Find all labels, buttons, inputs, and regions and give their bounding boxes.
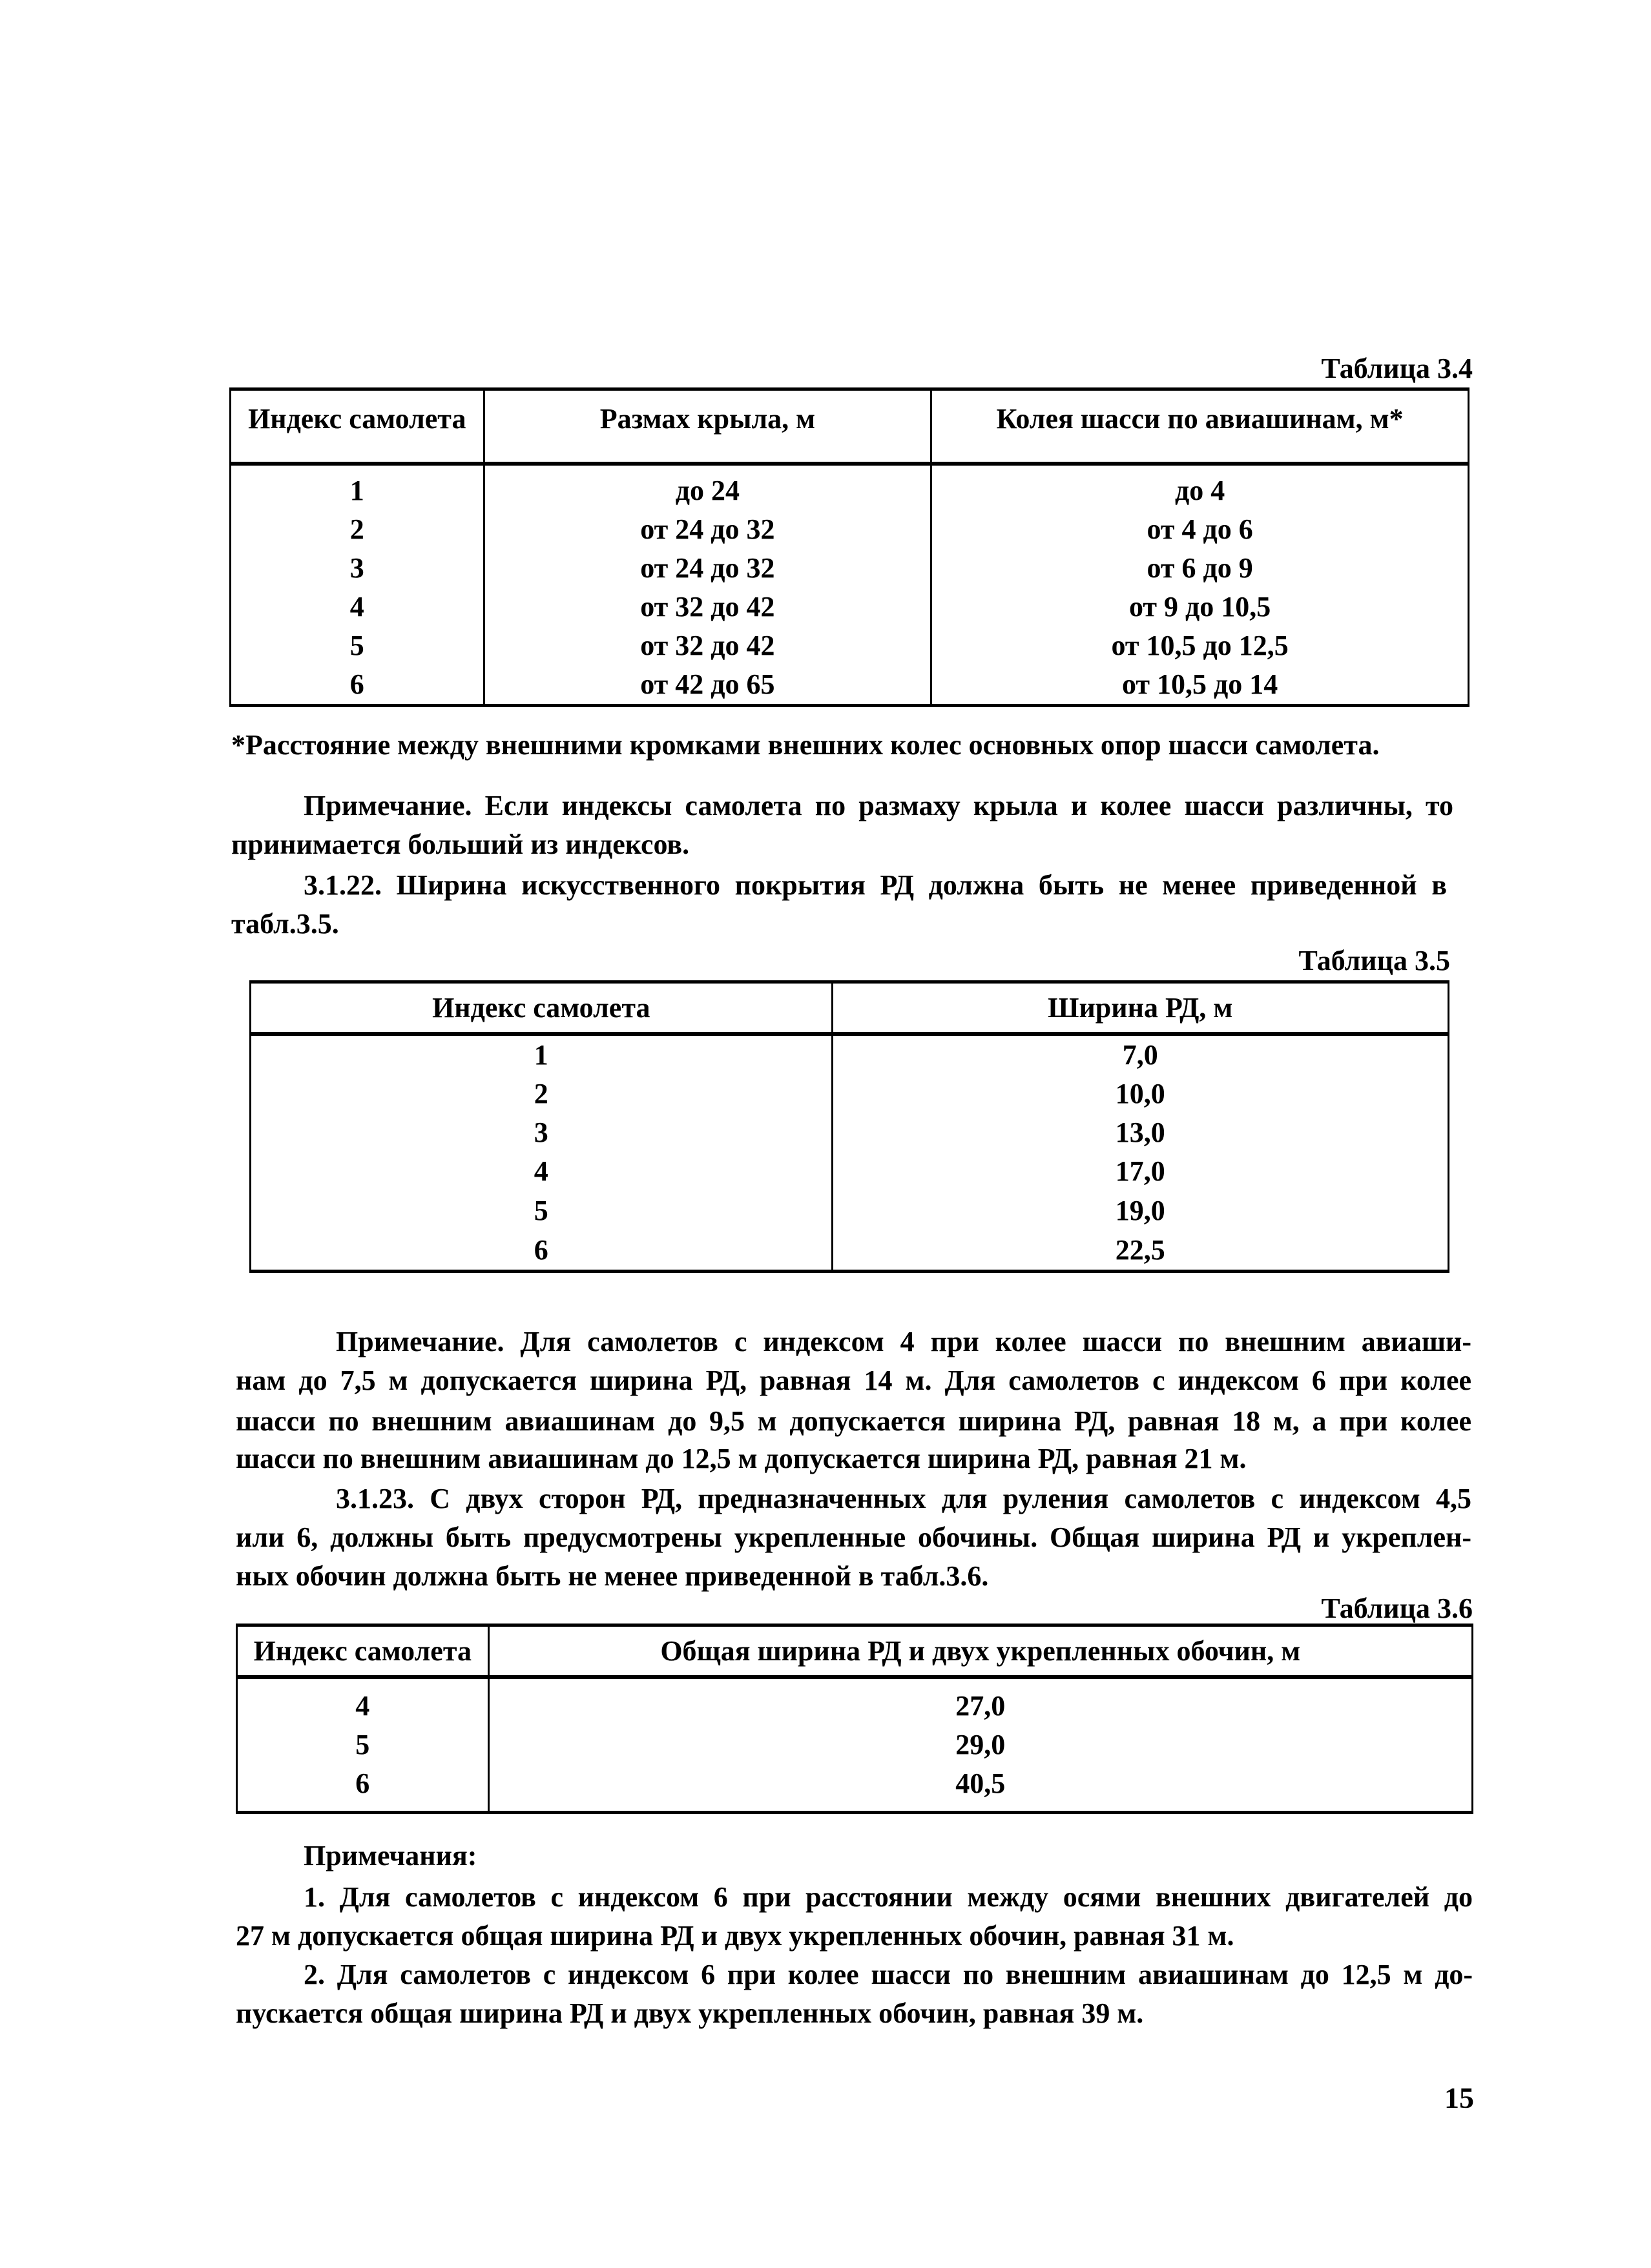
table-3-4-header-track: Колея шасси по авиашинам, м* — [931, 389, 1469, 464]
notes-heading: Примечания: — [304, 1840, 477, 1871]
table-row — [231, 464, 1469, 510]
table-row — [251, 1152, 1449, 1191]
cell-total-width: 29,0 — [488, 1726, 1472, 1764]
table-row — [251, 1075, 1449, 1113]
table-row — [231, 665, 1469, 706]
para-3-1-23-line-1: 3.1.23. С двух сторон РД, предназначенных для руления самолетов с индексом 4,5 — [336, 1483, 1471, 1514]
cell-index: 2 — [231, 510, 484, 549]
table-row — [237, 1677, 1473, 1726]
notes-item-2-line-1: 2. Для самолетов с индексом 6 при колее шасси по внешним авиашинам до 12,5 м до- — [304, 1959, 1473, 1990]
table-3-6 — [236, 1624, 1473, 1814]
table-row — [251, 1191, 1449, 1231]
table-3-5-header-index: Индекс самолета — [251, 982, 833, 1034]
cell-wingspan: от 24 до 32 — [484, 549, 931, 588]
note-1-label: Примечание. — [304, 790, 472, 821]
table-row — [231, 626, 1469, 665]
cell-index: 2 — [251, 1075, 833, 1113]
cell-index: 5 — [251, 1191, 833, 1231]
table-3-4-header-index: Индекс самолета — [231, 389, 484, 464]
cell-width: 13,0 — [832, 1113, 1448, 1152]
cell-index: 3 — [231, 549, 484, 588]
cell-wingspan: от 32 до 42 — [484, 626, 931, 665]
cell-width: 7,0 — [832, 1034, 1448, 1075]
cell-index: 1 — [251, 1034, 833, 1075]
cell-wingspan: от 24 до 32 — [484, 510, 931, 549]
para-3-1-22-line-1: 3.1.22. Ширина искусственного покрытия РД должна быть не менее приведенной в — [304, 869, 1447, 901]
cell-index: 5 — [237, 1726, 489, 1764]
table-3-5-caption: Таблица 3.5 — [1298, 945, 1450, 976]
cell-track: до 4 — [931, 464, 1469, 510]
table-3-4-caption: Таблица 3.4 — [1321, 353, 1473, 384]
notes-item-2-line-2: пускается общая ширина РД и двух укрепленных обочин, равная 39 м. — [236, 1997, 1144, 2029]
cell-total-width: 27,0 — [488, 1677, 1472, 1726]
cell-index: 4 — [231, 588, 484, 626]
table-3-5-header-width: Ширина РД, м — [832, 982, 1448, 1034]
note-1-line-1 — [304, 789, 1453, 823]
note-1-line-2: принимается больший из индексов. — [231, 829, 690, 860]
cell-index: 6 — [231, 665, 484, 706]
table-row — [231, 510, 1469, 549]
cell-width: 17,0 — [832, 1152, 1448, 1191]
cell-track: от 4 до 6 — [931, 510, 1469, 549]
note-2-line-3: шасси по внешним авиашинам до 9,5 м допускается ширина РД, равная 18 м, а при колее — [236, 1405, 1471, 1437]
table-3-6-header-total-width: Общая ширина РД и двух укрепленных обочин, м — [488, 1625, 1472, 1677]
table-3-4-footnote: *Расстояние между внешними кромками внешних колес основных опор шасси самолета. — [231, 729, 1380, 761]
cell-width: 10,0 — [832, 1075, 1448, 1113]
note-2-line-4: шасси по внешним авиашинам до 12,5 м допускается ширина РД, равная 21 м. — [236, 1443, 1247, 1474]
table-3-4-header-wingspan: Размах крыла, м — [484, 389, 931, 464]
note-2-label: Примечание. — [336, 1326, 504, 1357]
note-2-text: Для самолетов с индексом 4 при колее шасси по внешним авиаши- — [504, 1326, 1471, 1357]
note-2-line-1 — [336, 1325, 1471, 1359]
table-row — [251, 1034, 1449, 1075]
cell-track: от 9 до 10,5 — [931, 588, 1469, 626]
cell-index: 5 — [231, 626, 484, 665]
cell-width: 19,0 — [832, 1191, 1448, 1231]
para-3-1-23-line-2: или 6, должны быть предусмотрены укрепленные обочины. Общая ширина РД и укреплен- — [236, 1521, 1471, 1553]
notes-item-1-line-2: 27 м допускается общая ширина РД и двух укрепленных обочин, равная 31 м. — [236, 1920, 1234, 1952]
cell-index: 6 — [251, 1231, 833, 1272]
table-row — [251, 1231, 1449, 1272]
cell-total-width: 40,5 — [488, 1764, 1472, 1813]
cell-wingspan: от 42 до 65 — [484, 665, 931, 706]
cell-index: 4 — [251, 1152, 833, 1191]
table-row — [231, 588, 1469, 626]
table-row — [251, 1113, 1449, 1152]
cell-index: 1 — [231, 464, 484, 510]
page-number: 15 — [1444, 2081, 1474, 2114]
cell-track: от 10,5 до 12,5 — [931, 626, 1469, 665]
table-3-5 — [249, 980, 1449, 1273]
cell-index: 3 — [251, 1113, 833, 1152]
cell-track: от 10,5 до 14 — [931, 665, 1469, 706]
cell-track: от 6 до 9 — [931, 549, 1469, 588]
cell-wingspan: от 32 до 42 — [484, 588, 931, 626]
cell-wingspan: до 24 — [484, 464, 931, 510]
notes-item-1-line-1: 1. Для самолетов с индексом 6 при расстоянии между осями внешних двигателей до — [304, 1881, 1473, 1913]
table-3-4 — [229, 387, 1469, 707]
cell-index: 4 — [237, 1677, 489, 1726]
note-2-line-2: нам до 7,5 м допускается ширина РД, равная 14 м. Для самолетов с индексом 6 при колее — [236, 1365, 1471, 1396]
para-3-1-23-line-3: ных обочин должна быть не менее приведенной в табл.3.6. — [236, 1560, 989, 1592]
table-row — [231, 549, 1469, 588]
table-3-6-header-index: Индекс самолета — [237, 1625, 489, 1677]
cell-width: 22,5 — [832, 1231, 1448, 1272]
note-1-text: Если индексы самолета по размаху крыла и колее шасси различны, то — [472, 790, 1453, 821]
table-row — [237, 1726, 1473, 1764]
para-3-1-22-line-2: табл.3.5. — [231, 908, 339, 940]
cell-index: 6 — [237, 1764, 489, 1813]
table-3-6-caption: Таблица 3.6 — [1321, 1593, 1473, 1624]
table-row — [237, 1764, 1473, 1813]
